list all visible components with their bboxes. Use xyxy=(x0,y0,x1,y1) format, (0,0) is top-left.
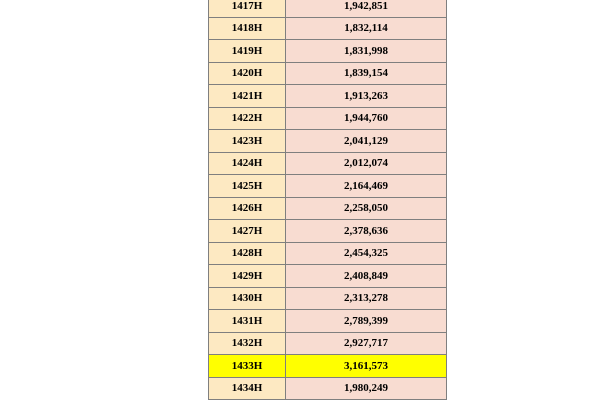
table-row xyxy=(209,332,447,355)
table-row xyxy=(209,175,447,198)
table-row xyxy=(209,265,447,288)
value-cell: 2,164,469 xyxy=(286,175,447,198)
table-row xyxy=(209,152,447,175)
year-cell: 1428H xyxy=(209,242,286,265)
year-cell: 1427H xyxy=(209,220,286,243)
value-cell: 2,012,074 xyxy=(286,152,447,175)
table-row xyxy=(209,242,447,265)
table-row xyxy=(209,0,447,17)
table-body xyxy=(209,0,447,400)
value-cell: 1,942,851 xyxy=(286,0,447,17)
value-cell: 1,913,263 xyxy=(286,85,447,108)
table-row xyxy=(209,287,447,310)
value-cell: 2,313,278 xyxy=(286,287,447,310)
year-cell: 1425H xyxy=(209,175,286,198)
year-cell: 1432H xyxy=(209,332,286,355)
value-cell: 2,041,129 xyxy=(286,130,447,153)
value-cell: 2,408,849 xyxy=(286,265,447,288)
year-cell: 1426H xyxy=(209,197,286,220)
year-cell: 1420H xyxy=(209,62,286,85)
year-cell: 1422H xyxy=(209,107,286,130)
table-row xyxy=(209,197,447,220)
value-cell: 2,927,717 xyxy=(286,332,447,355)
value-cell: 1,944,760 xyxy=(286,107,447,130)
value-cell: 1,839,154 xyxy=(286,62,447,85)
value-cell: 2,789,399 xyxy=(286,310,447,333)
table-row xyxy=(209,40,447,63)
value-cell: 2,454,325 xyxy=(286,242,447,265)
value-cell: 1,832,114 xyxy=(286,17,447,40)
year-cell: 1417H xyxy=(209,0,286,17)
value-cell: 2,258,050 xyxy=(286,197,447,220)
table-row xyxy=(209,377,447,400)
table-row xyxy=(209,62,447,85)
year-cell: 1431H xyxy=(209,310,286,333)
year-cell: 1421H xyxy=(209,85,286,108)
table-row xyxy=(209,130,447,153)
table-row xyxy=(209,310,447,333)
value-cell: 1,831,998 xyxy=(286,40,447,63)
year-cell: 1430H xyxy=(209,287,286,310)
data-table xyxy=(208,0,447,400)
table-row xyxy=(209,85,447,108)
table-row xyxy=(209,220,447,243)
year-cell: 1429H xyxy=(209,265,286,288)
value-cell: 3,161,573 xyxy=(286,355,447,378)
year-cell: 1418H xyxy=(209,17,286,40)
year-cell: 1424H xyxy=(209,152,286,175)
table-row xyxy=(209,17,447,40)
year-cell: 1419H xyxy=(209,40,286,63)
year-cell: 1434H xyxy=(209,377,286,400)
value-cell: 2,378,636 xyxy=(286,220,447,243)
value-cell: 1,980,249 xyxy=(286,377,447,400)
table-row xyxy=(209,355,447,378)
table-row xyxy=(209,107,447,130)
year-cell: 1423H xyxy=(209,130,286,153)
year-cell: 1433H xyxy=(209,355,286,378)
